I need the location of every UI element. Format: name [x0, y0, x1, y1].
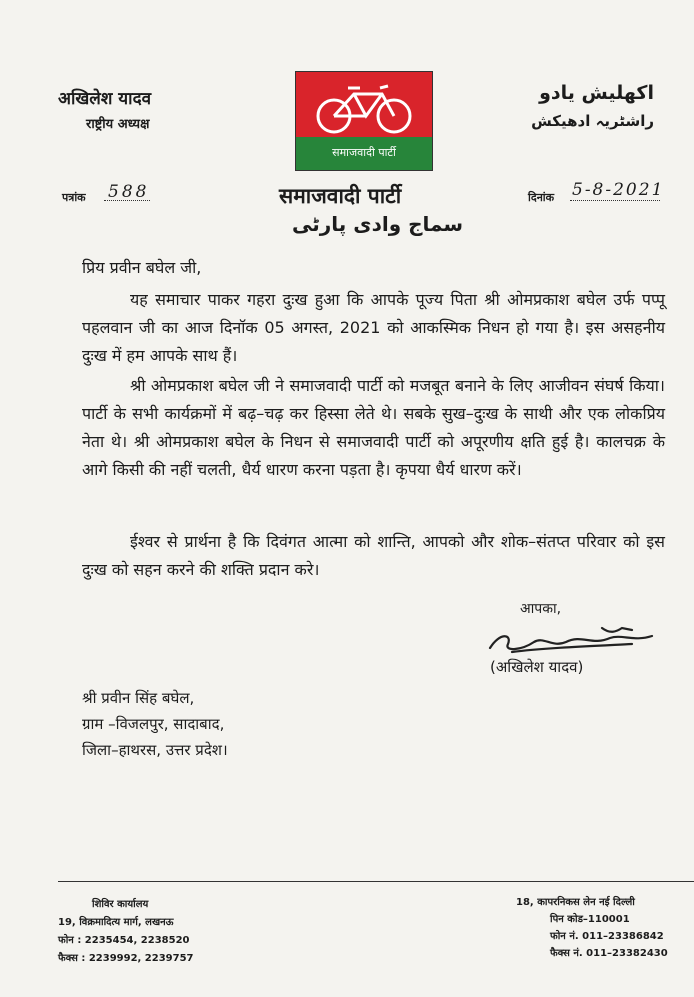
date-dotted-line: [570, 200, 660, 201]
sender-role-hindi: राष्ट्रीय अध्यक्ष: [86, 117, 150, 132]
paragraph-1: यह समाचार पाकर गहरा दुःख हुआ कि आपके पूज्य पिता श्री ओमप्रकाश बघेल उर्फ पप्पू पहलवान जी का आज दिनॉक 05 अगस्त, 2021 को आकस्मिक निधन हो गया है। इस असहनीय दुःख में हम आपके साथ हैं।: [82, 290, 665, 365]
footer-delhi-office: [516, 894, 668, 962]
paragraph-3: ईश्वर से प्रार्थना है कि दिवंगत आत्मा को शान्ति, आपको और शोक–संतप्त परिवार को इस दुःख को सहन करने की शक्ति प्रदान करे।: [82, 532, 665, 579]
delhi-office-pin: पिन कोड–110001: [550, 914, 630, 925]
party-name-hindi: समाजवादी पार्टी: [279, 184, 402, 208]
delhi-office-fax: फैक्स नं. 011–23382430: [550, 948, 668, 959]
camp-office-fax: फैक्स : 2239992, 2239757: [58, 953, 194, 964]
closing: आपका,: [520, 601, 562, 617]
footer-camp-office: [58, 896, 194, 968]
sender-role-urdu: راشٹریہ ادھیکش: [531, 112, 654, 130]
sender-name-hindi: अखिलेश यादव: [58, 89, 152, 109]
party-logo: [295, 71, 433, 171]
handwritten-signature: [482, 622, 672, 662]
ref-number: 588: [108, 182, 150, 202]
date-value: 5-8-2021: [572, 180, 665, 200]
recipient-address: [82, 685, 228, 763]
signatory-name: (अखिलेश यादव): [490, 658, 584, 676]
camp-office-address: 19, विक्रमादित्य मार्ग, लखनऊ: [58, 917, 174, 928]
logo-label: समाजवादी पार्टी: [332, 146, 396, 159]
recipient-line: ग्राम –विजलपुर, सादाबाद,: [82, 715, 225, 733]
recipient-line: जिला–हाथरस, उत्तर प्रदेश।: [82, 741, 228, 759]
camp-office-phone: फोन : 2235454, 2238520: [58, 935, 190, 946]
recipient-line: श्री प्रवीन सिंह बघेल,: [82, 689, 195, 707]
paragraph-2: श्री ओमप्रकाश बघेल जी ने समाजवादी पार्टी को मजबूत बनाने के लिए आजीवन संघर्ष किया। पार्टी के सभी कार्यक्रमों में बढ़–चढ़ कर हिस्सा लेते थे। सबके सुख–दुःख के साथी और एक लोकप्रिय नेता थे। श्री ओमप्रकाश बघेल के निधन से समाजवादी पार्टी को अपूरणीय क्षति हुई है। कालचक्र के आगे किसी की नहीं चलती, धैर्य धारण करना पड़ता है। कृपया धैर्य धारण करें।: [82, 376, 665, 479]
party-name-urdu: سماج وادی پارٹی: [292, 212, 464, 236]
delhi-office-address: 18, कापरनिकस लेन नई दिल्ली: [516, 897, 635, 908]
camp-office-title: शिविर कार्यालय: [92, 899, 149, 910]
ref-label: पत्रांक: [62, 191, 86, 204]
delhi-office-phone: फोन नं. 011–23386842: [550, 931, 664, 942]
salutation: प्रिय प्रवीन बघेल जी,: [82, 258, 202, 277]
footer-divider: [58, 881, 694, 882]
ref-dotted-line: [104, 200, 150, 201]
sender-name-urdu: اکھلیش یادو: [539, 82, 654, 104]
date-label: दिनांक: [528, 191, 555, 204]
